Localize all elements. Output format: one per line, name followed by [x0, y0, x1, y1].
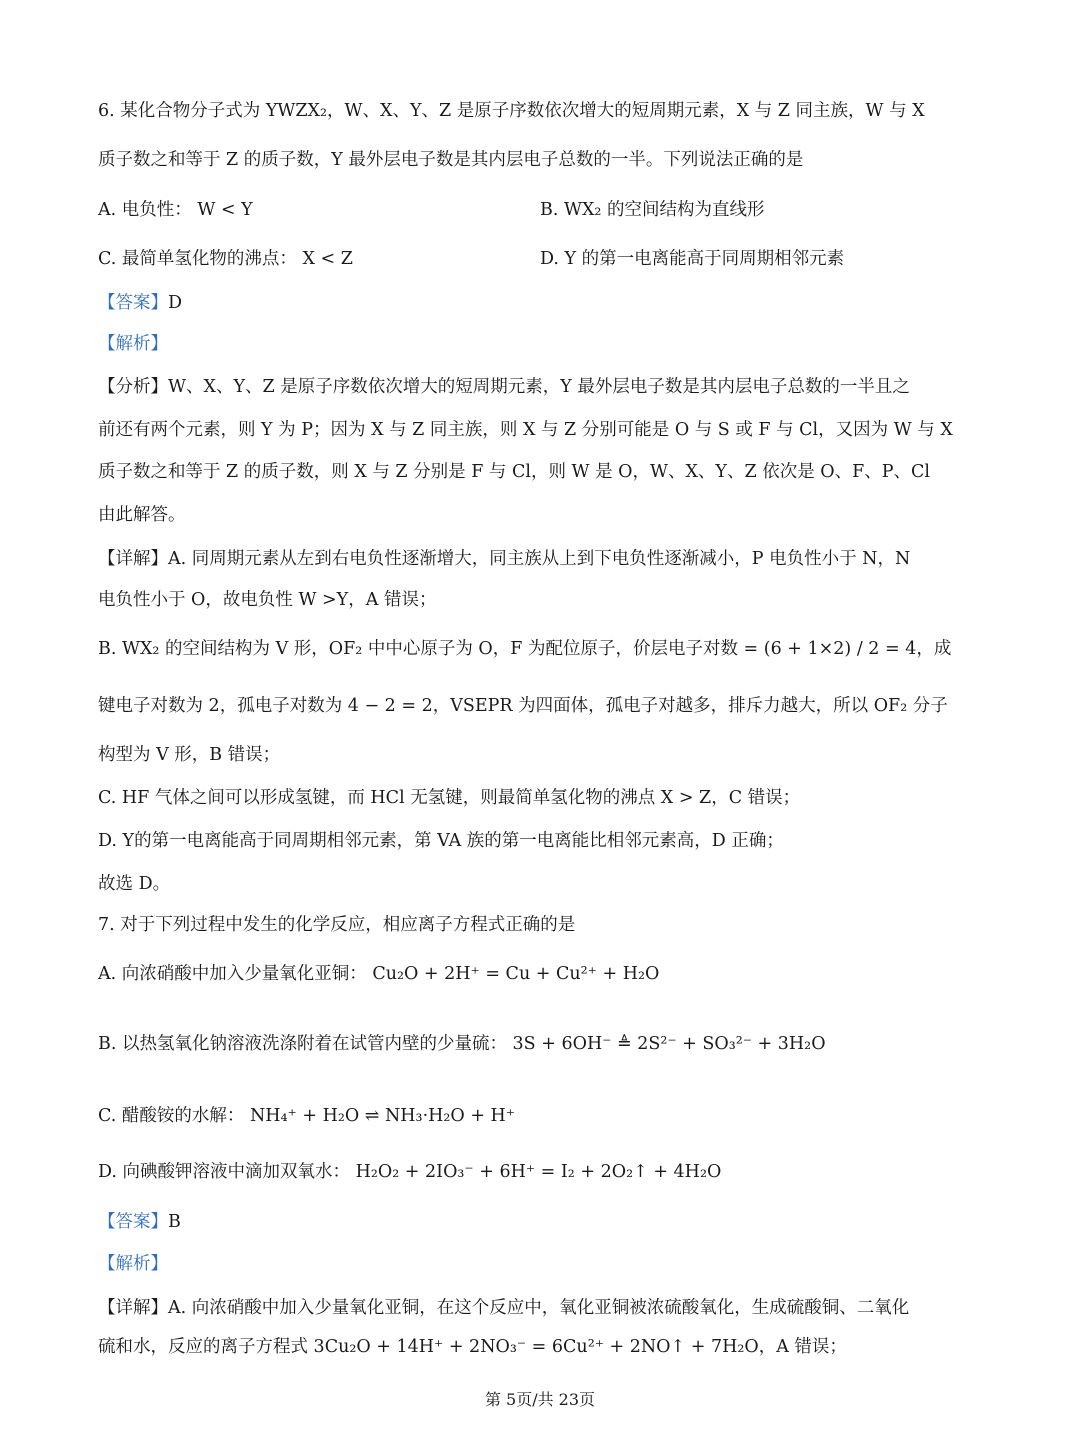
q6-detail-b-line-3: 构型为 V 形，B 错误； — [98, 745, 281, 765]
q6-answer — [98, 290, 182, 316]
q6-analysis-line-2: 前还有两个元素，则 Y 为 P；因为 X 与 Z 同主族，则 X 与 Z 分别可能是 O 与 S 或 F 与 Cl，又因为 W 与 X — [98, 420, 953, 440]
q6-detail-a-line-2: 电负性小于 O，故电负性 W >Y，A 错误； — [98, 590, 437, 610]
q7-stem: 7. 对于下列过程中发生的化学反应，相应离子方程式正确的是 — [98, 915, 576, 935]
q7-detail-a-line-2: 硫和水，反应的离子方程式 3Cu₂O + 14H⁺ + 2NO₃⁻ = 6Cu²⁺ + 2NO↑ + 7H₂O，A 错误； — [98, 1337, 847, 1357]
q6-analysis-line-3: 质子数之和等于 Z 的质子数，则 X 与 Z 分别是 F 与 Cl，则 W 是 O，W、X、Y、Z 依次是 O、F、P、Cl — [98, 462, 931, 482]
q6-detail-b-line-1: B. WX₂ 的空间结构为 V 形，OF₂ 中中心原子为 O，F 为配位原子，价层电子对数 = (6 + 1×2) / 2 = 4，成 — [98, 639, 952, 659]
q6-stem-line-2: 质子数之和等于 Z 的质子数，Y 最外层电子数是其内层电子总数的一半。下列说法正确的是 — [98, 150, 804, 170]
page-number: 第 5页/共 23页 — [484, 1390, 596, 1409]
q7-option-c: C. 醋酸铵的水解： NH₄⁺ + H₂O ⇌ NH₃·H₂O + H⁺ — [98, 1106, 516, 1126]
q6-option-c: C. 最简单氢化物的沸点： X < Z — [98, 249, 353, 269]
q6-analysis-line-1: 【分析】W、X、Y、Z 是原子序数依次增大的短周期元素，Y 最外层电子数是其内层电子总数的一半且之 — [98, 377, 910, 397]
answer-value: B — [168, 1212, 181, 1232]
answer-value: D — [168, 293, 183, 313]
q7-option-a: A. 向浓硝酸中加入少量氧化亚铜： Cu₂O + 2H⁺ = Cu + Cu²⁺ + H₂O — [98, 964, 660, 984]
q7-option-d: D. 向碘酸钾溶液中滴加双氧水： H₂O₂ + 2IO₃⁻ + 6H⁺ = I₂ + 2O₂↑ + 4H₂O — [98, 1162, 722, 1182]
q6-conclusion: 故选 D。 — [98, 874, 171, 894]
q6-stem-line-1: 6. 某化合物分子式为 YWZX₂，W、X、Y、Z 是原子序数依次增大的短周期元素，X 与 Z 同主族，W 与 X — [98, 101, 925, 121]
q7-detail-a-line-1: 【详解】A. 向浓硝酸中加入少量氧化亚铜，在这个反应中，氧化亚铜被浓硫酸氧化，生成硫酸铜、二氧化 — [98, 1298, 910, 1318]
q6-detail-a-line-1: 【详解】A. 同周期元素从左到右电负性逐渐增大，同主族从上到下电负性逐渐减小，P 电负性小于 N，N — [98, 549, 911, 569]
q7-analysis-tag: 【解析】 — [98, 1254, 168, 1274]
q6-detail-c: C. HF 气体之间可以形成氢键，而 HCl 无氢键，则最简单氢化物的沸点 X > Z，C 错误； — [98, 788, 801, 808]
q6-detail-b-line-2: 键电子对数为 2，孤电子对数为 4 − 2 = 2，VSEPR 为四面体，孤电子对越多，排斥力越大，所以 OF₂ 分子 — [98, 696, 948, 716]
q6-analysis-tag: 【解析】 — [98, 334, 168, 354]
q6-analysis-line-4: 由此解答。 — [98, 505, 186, 525]
answer-tag: 【答案】 — [98, 293, 168, 313]
answer-tag: 【答案】 — [98, 1212, 168, 1232]
q6-detail-d: D. Y的第一电离能高于同周期相邻元素，第 VA 族的第一电离能比相邻元素高，D 正确； — [98, 831, 784, 851]
q6-option-d: D. Y 的第一电离能高于同周期相邻元素 — [540, 249, 845, 269]
q6-option-a: A. 电负性： W < Y — [98, 200, 253, 220]
q7-answer — [98, 1209, 181, 1235]
q7-option-b: B. 以热氢氧化钠溶液洗涤附着在试管内壁的少量硫： 3S + 6OH⁻ ≜ 2S²⁻ + SO₃²⁻ + 3H₂O — [98, 1034, 826, 1054]
q6-option-b: B. WX₂ 的空间结构为直线形 — [540, 200, 765, 220]
